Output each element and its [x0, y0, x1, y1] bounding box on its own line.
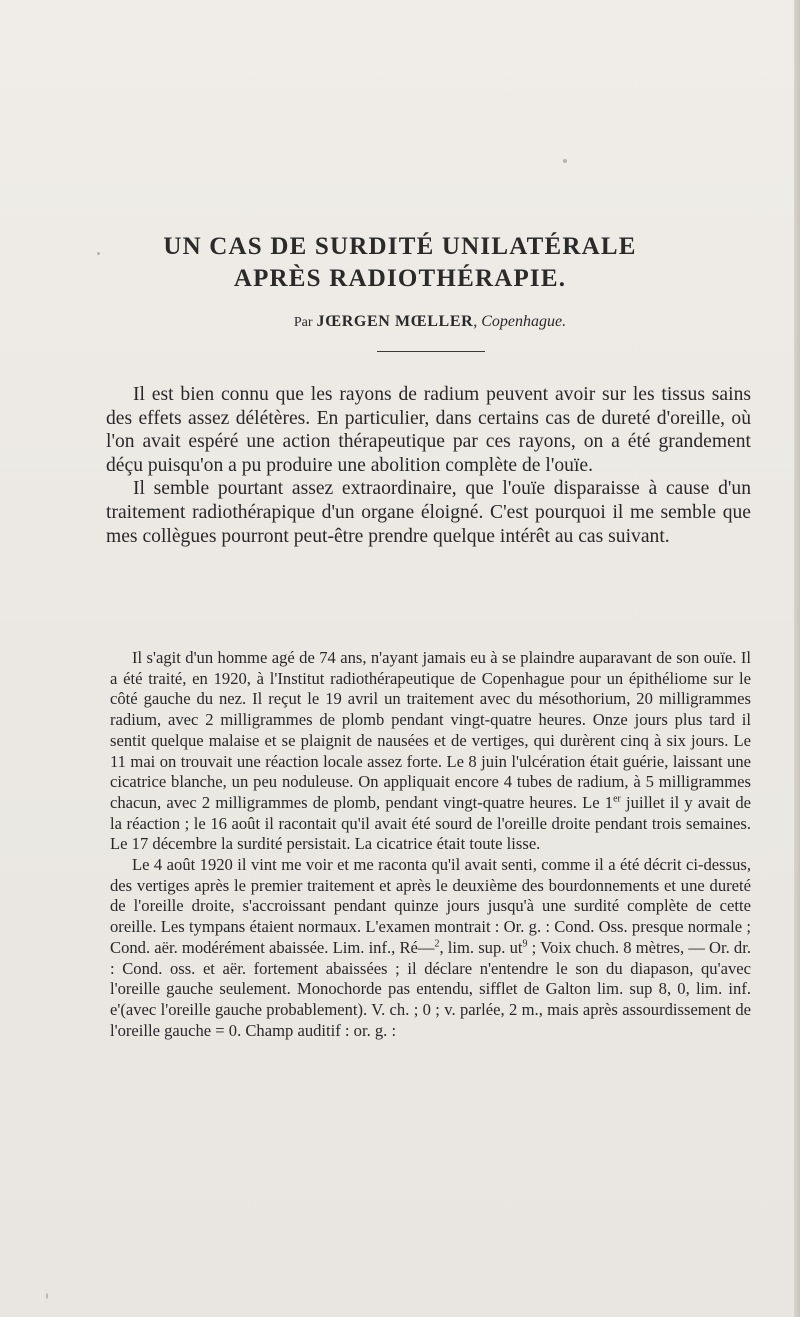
case-paragraph-2-text-cont: , lim. sup. ut: [439, 937, 523, 957]
byline-separator: ,: [473, 313, 478, 330]
case-report: [110, 648, 751, 1041]
ordinal-superscript: er: [613, 793, 621, 805]
byline: [0, 313, 800, 331]
intro-paragraph-1: Il est bien connu que les rayons de radium peuvent avoir sur les tissus sains des effets assez délétères. En particulier, dans certains cas de dureté d'oreille, où l'on avait espéré une action thérapeutique par ces rayons, on a été grandement déçu puisqu'on a pu produire une abolition complète de l'ouïe.: [106, 384, 751, 476]
article-title-line-1: UN CAS DE SURDITÉ UNILATÉRALE: [163, 233, 637, 260]
article-title-line-2: APRÈS RADIOTHÉRAPIE.: [233, 265, 567, 292]
introduction: [106, 383, 751, 548]
superscript-value: 9: [522, 938, 528, 950]
case-paragraph-1: [110, 648, 751, 855]
page-edge-shadow: [794, 0, 800, 1317]
ink-speck: [46, 1293, 48, 1299]
title-divider: [377, 351, 485, 352]
case-paragraph-1-text: Il s'agit d'un homme agé de 74 ans, n'ayant jamais eu à se plaindre auparavant de son ouïe. Il a été traité, en 1920, à l'Institut radiothérapeutique de Copenhague pour un épithéliome sur le côté gauche du nez. Il reçut le 19 avril un traitement avec du mésothorium, 20 milligrammes radium, avec 2 milligrammes de plomb pendant vingt-quatre heures. Onze jours plus tard il sentit quelque malaise et se plaignit de nausées et de vertiges, qui durèrent cinq à six jours. Le 11 mai on trouvait une réaction locale assez forte. Le 8 juin l'ulcération était guérie, laissant une cicatrice blanche, un peu noduleuse. On appliquait encore 4 tubes de radium, à 5 milligrammes chacun, avec 2 milligrammes de plomb, pendant vingt-quatre heures. Le 1: [110, 648, 751, 812]
case-paragraph-1-text-cont: juillet il y avait de la réaction ; le 16 août il racontait qu'il avait été sourd de l'oreille droite pendant trois semaines. Le 17 décembre la surdité persistait. La cicatrice était toute lisse.: [110, 792, 751, 854]
byline-prefix: Par: [293, 315, 313, 330]
case-paragraph-2-text: Le 4 août 1920 il vint me voir et me raconta qu'il avait senti, comme il a été décrit ci-dessus, des vertiges après le premier traitement et après le deuxième des bourdonnements et une dureté de l'oreille droite, s'accroissant pendant quinze jours jusqu'à une surdité complète de cette oreille. Les tympans étaient normaux. L'examen montrait : Or. g. : Cond. Oss. presque normale ; Cond. aër. modérément abaissée. Lim. inf., Ré—: [110, 855, 751, 957]
case-paragraph-2-text-end: ; Voix chuch. 8 mètres, — Or. dr. : Cond. oss. et aër. fortement abaissées ; il déclare n'entendre le son du diapason, qu'avec l'oreille gauche seulement. Monochorde pas entendu, sifflet de Galton lim. sup 8, 0, lim. inf. e'(avec l'oreille gauche probablement). V. ch. ; 0 ; v. parlée, 2 m., mais après assourdissement de l'oreille gauche = 0. Champ auditif : or. g. :: [110, 937, 751, 1040]
ink-speck: [563, 159, 567, 163]
case-paragraph-2: [110, 855, 751, 1041]
author-name: JŒRGEN MŒLLER: [316, 313, 474, 330]
author-location: Copenhague.: [481, 313, 567, 330]
superscript-value: 2: [434, 938, 440, 950]
intro-paragraph-2: Il semble pourtant assez extraordinaire, que l'ouïe disparaisse à cause d'un traitement radiothérapique d'un organe éloigné. C'est pourquoi il me semble que mes collègues pourront peut-être prendre quelque intérêt au cas suivant.: [106, 478, 751, 547]
